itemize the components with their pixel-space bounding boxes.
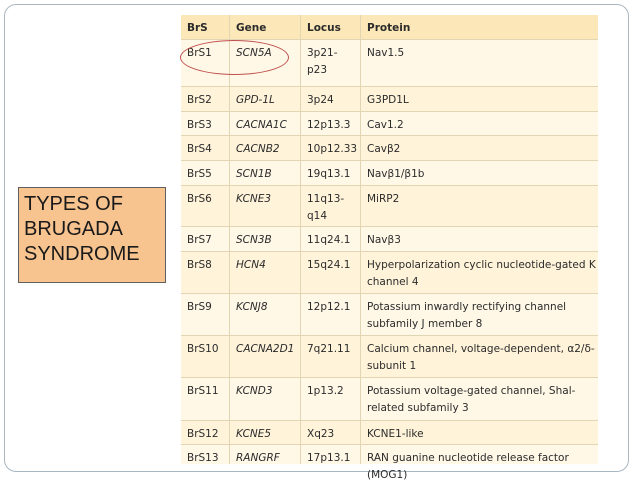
locus-cell: 1p13.2 — [300, 378, 360, 420]
brs-cell: BrS1 — [187, 47, 212, 59]
protein-cell: Potassium voltage-gated channel, Shal-related subfamily 3 — [360, 378, 598, 420]
table-row — [181, 420, 598, 444]
gene-cell: KCND3 — [229, 378, 300, 420]
table-row — [181, 111, 598, 135]
brs-cell: BrS3 — [187, 119, 212, 131]
table-row — [181, 39, 598, 86]
protein-cell: Potassium inwardly rectifying channel subfamily J member 8 — [360, 294, 598, 335]
gene-cell: CACNA2D1 — [229, 336, 300, 377]
protein-cell: G3PD1L — [360, 87, 598, 111]
locus-cell: 10p12.33 — [300, 136, 360, 160]
locus-cell: 11q13- q14 — [300, 186, 360, 226]
protein-cell: RAN guanine nucleotide release factor (MOG1) — [360, 445, 598, 464]
brs-cell: BrS9 — [187, 301, 212, 313]
protein-cell: KCNE1-like — [360, 421, 598, 444]
syndrome-types-label — [18, 187, 166, 283]
header-locus: Locus — [300, 15, 360, 39]
protein-cell: Navβ3 — [360, 227, 598, 251]
brs-cell: BrS13 — [187, 452, 219, 464]
table-row — [181, 444, 598, 481]
protein-cell: Cav1.2 — [360, 112, 598, 135]
brs-cell: BrS5 — [187, 168, 212, 180]
gene-cell: CACNA1C — [229, 112, 300, 135]
protein-cell: Calcium channel, voltage-dependent, α2/δ- subunit 1 — [360, 336, 598, 377]
table-row — [181, 251, 598, 293]
brugada-gene-table — [181, 15, 598, 481]
protein-cell: MiRP2 — [360, 186, 598, 226]
label-line-2: BRUGADA — [24, 218, 123, 240]
header-protein: Protein — [360, 15, 598, 39]
gene-cell: SCN1B — [229, 161, 300, 185]
brs-cell: BrS6 — [187, 193, 212, 205]
table-row — [181, 185, 598, 226]
gene-cell: CACNB2 — [229, 136, 300, 160]
locus-cell: 3p21- p23 — [300, 40, 360, 86]
gene-cell: SCN5A — [229, 40, 300, 86]
header-brs: BrS — [187, 22, 208, 34]
table-row — [181, 86, 598, 111]
gene-cell: HCN4 — [229, 252, 300, 293]
label-line-1: TYPES OF — [24, 193, 123, 215]
table-row — [181, 135, 598, 160]
brs-cell: BrS4 — [187, 143, 212, 155]
table-row — [181, 160, 598, 185]
locus-cell: 7q21.11 — [300, 336, 360, 377]
table-header-row — [181, 15, 598, 39]
locus-cell: 3p24 — [300, 87, 360, 111]
table-row — [181, 293, 598, 335]
header-gene: Gene — [229, 15, 300, 39]
locus-cell: 12p12.1 — [300, 294, 360, 335]
protein-cell: Hyperpolarization cyclic nucleotide-gated K channel 4 — [360, 252, 598, 293]
protein-cell: Cavβ2 — [360, 136, 598, 160]
label-line-3: SYNDROME — [24, 243, 140, 265]
gene-cell: KCNJ8 — [229, 294, 300, 335]
table-row — [181, 335, 598, 377]
protein-cell: Nav1.5 — [360, 40, 598, 86]
brs-cell: BrS10 — [187, 343, 219, 355]
gene-cell: RANGRF — [229, 445, 300, 464]
locus-cell: 12p13.3 — [300, 112, 360, 135]
locus-cell: Xq23 — [300, 421, 360, 444]
locus-cell: 11q24.1 — [300, 227, 360, 251]
brs-cell: BrS2 — [187, 94, 212, 106]
table-row — [181, 377, 598, 420]
brs-cell: BrS7 — [187, 234, 212, 246]
table-row — [181, 226, 598, 251]
brs-cell: BrS11 — [187, 385, 219, 397]
locus-cell: 15q24.1 — [300, 252, 360, 293]
brs-cell: BrS12 — [187, 428, 219, 440]
gene-cell: KCNE3 — [229, 186, 300, 226]
locus-cell: 19q13.1 — [300, 161, 360, 185]
gene-cell: GPD-1L — [229, 87, 300, 111]
gene-cell: KCNE5 — [229, 421, 300, 444]
locus-cell: 17p13.1 — [300, 445, 360, 464]
gene-cell: SCN3B — [229, 227, 300, 251]
protein-cell: Navβ1/β1b — [360, 161, 598, 185]
brs-cell: BrS8 — [187, 259, 212, 271]
